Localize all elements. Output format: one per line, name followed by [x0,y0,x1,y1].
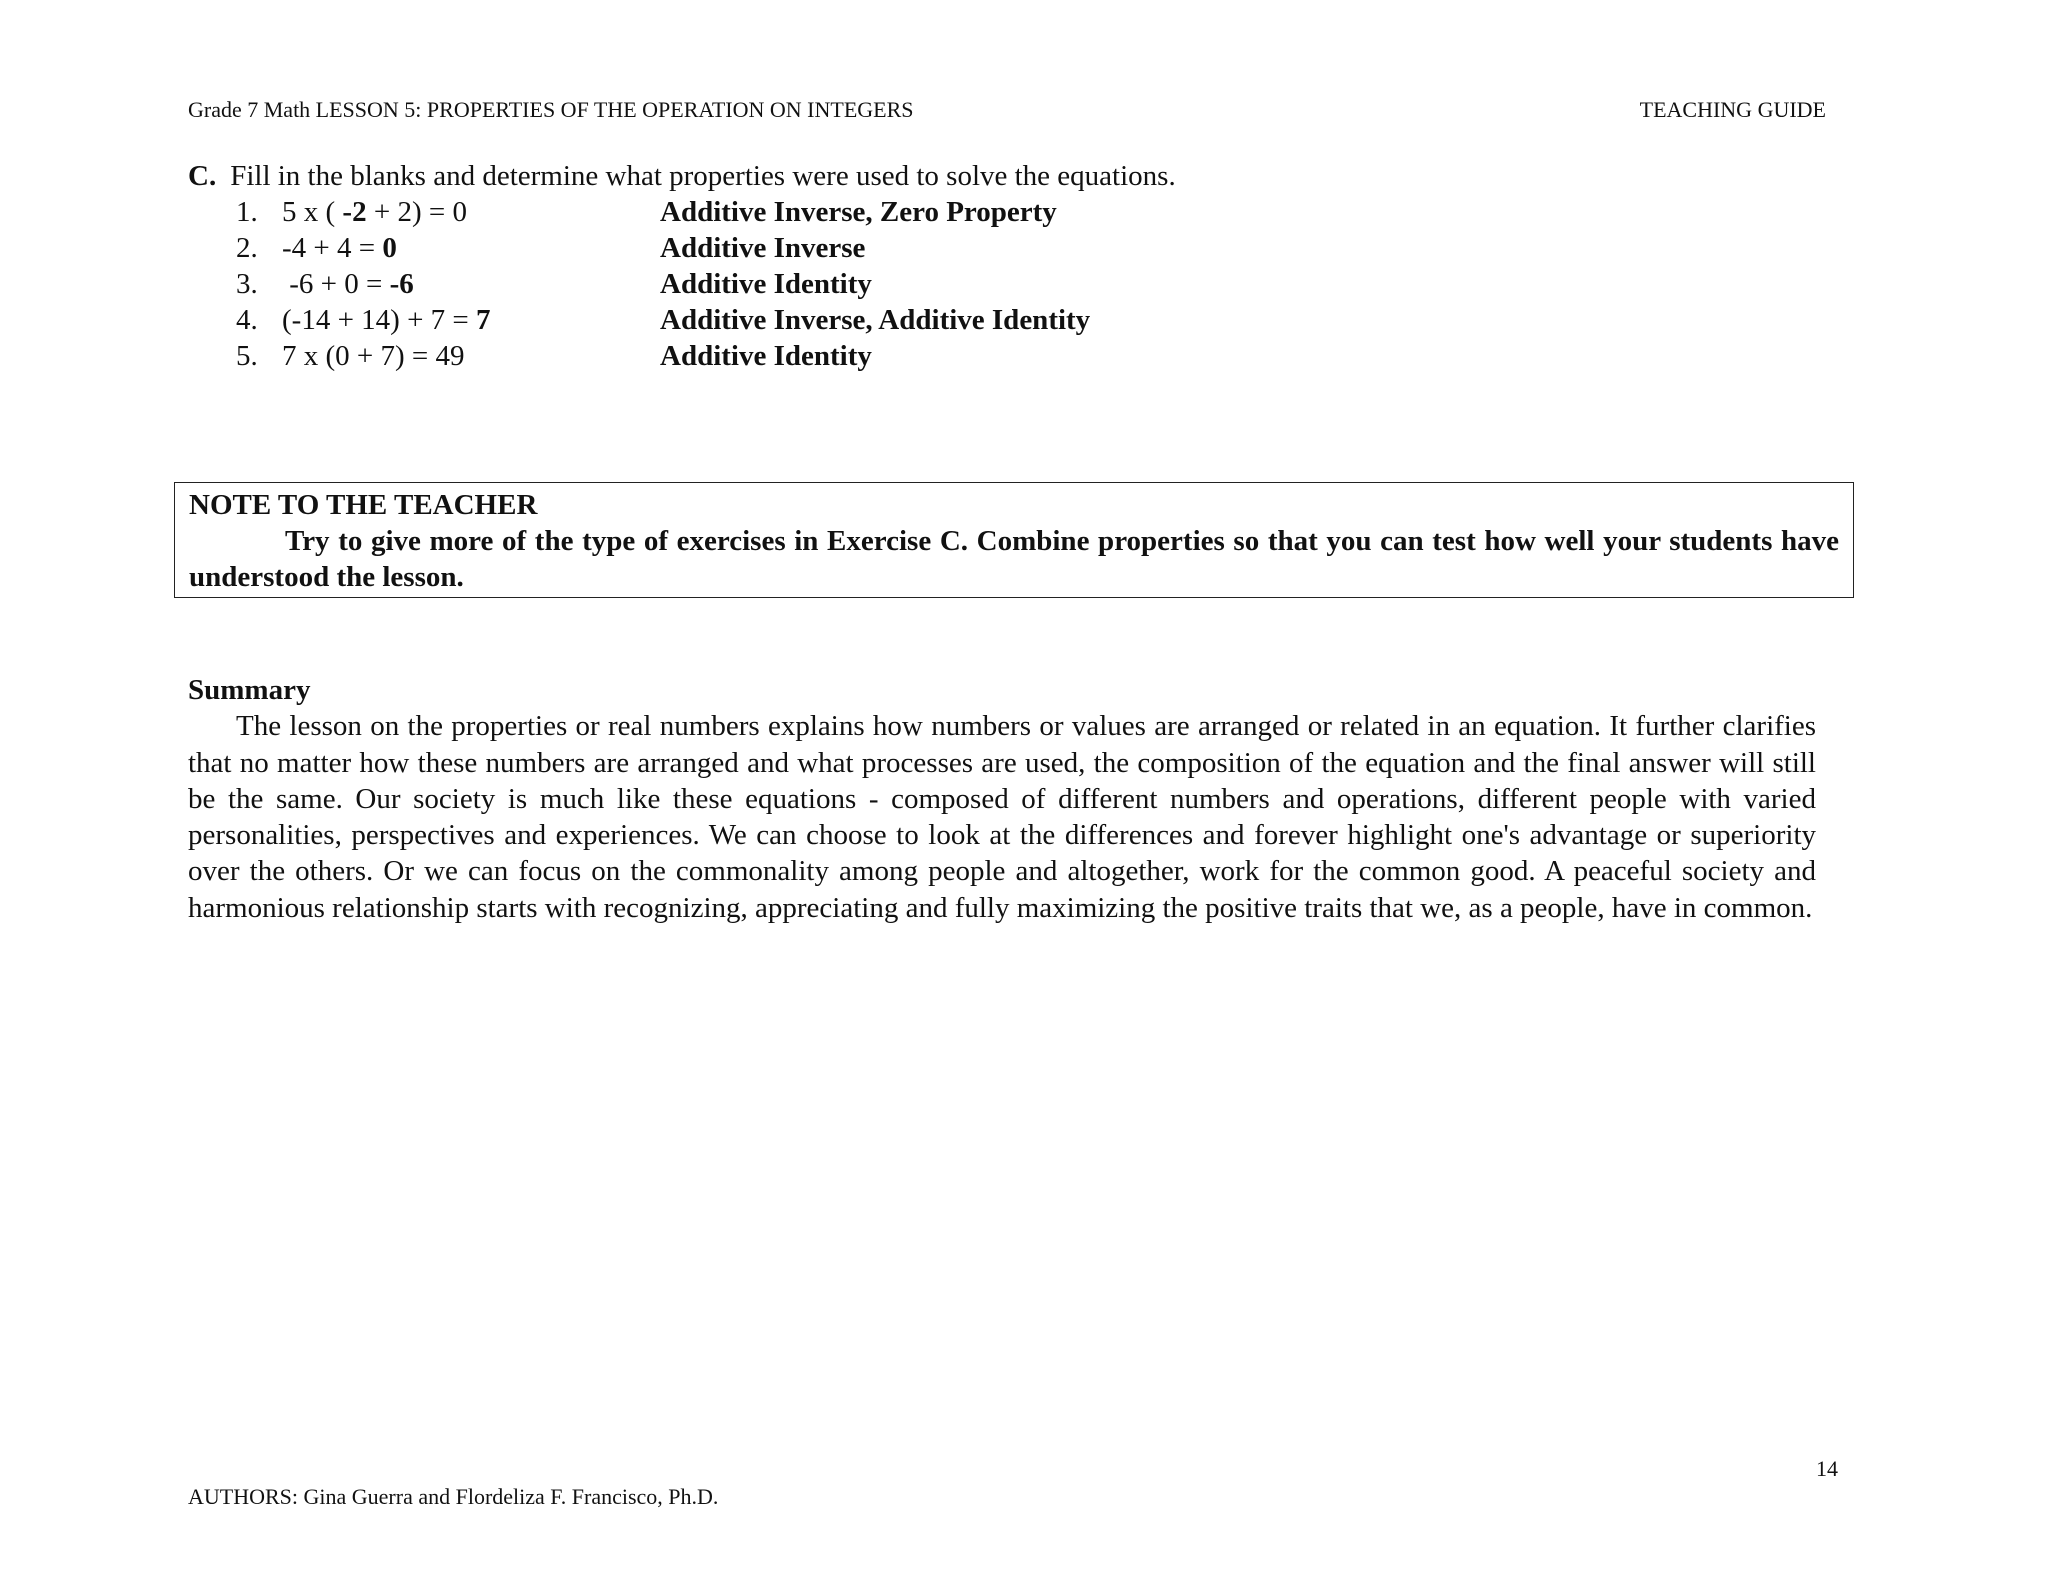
item-equation [282,302,491,338]
summary-body: The lesson on the properties or real numbers explains how numbers or values are arranged or related in an equation. It further clarifies that no matter how these numbers are arranged and what processes are used, the composition of the equation and the final answer will still be the same. Our society is much like these equations - composed of different numbers and operations, different people with varied personalities, perspectives and experiences. We can choose to look at the differences and forever highlight one's advantage or superiority over the others. Or we can focus on the commonality among people and altogether, work for the common good. A peaceful society and harmonious relationship starts with recognizing, appreciating and fully maximizing the positive traits that we, as a people, have in common. [188,710,1816,924]
page-number: 14 [1816,1456,1838,1481]
equation-answer: 7 [476,304,491,336]
item-equation [282,194,467,230]
exercise-item [188,230,1828,266]
equation-text: 7 x (0 + 7) = 49 [282,340,465,372]
exercise-c [188,158,1828,374]
equation-answer: 0 [382,232,397,264]
equation-text-end: + 2) = 0 [366,196,467,228]
exercise-instruction-text: Fill in the blanks and determine what properties were used to solve the equations. [230,160,1176,192]
exercise-item [188,194,1828,230]
equation-text: 5 x ( [282,196,343,228]
item-equation [282,230,397,266]
header-title: Grade 7 Math LESSON 5: PROPERTIES OF THE OPERATION ON INTEGERS [188,97,914,122]
teacher-note-box [174,482,1854,598]
exercise-item [188,266,1828,302]
exercise-letter: C. [188,160,217,192]
item-number: 2. [236,232,258,264]
item-property: Additive Inverse [660,232,866,264]
item-property: Additive Inverse, Zero Property [660,196,1057,228]
item-number: 3. [236,268,258,300]
exercise-items [188,194,1828,374]
item-number: 4. [236,304,258,336]
item-equation [282,338,465,374]
equation-text: (-14 + 14) + 7 = [282,304,477,336]
summary-section [188,672,1816,926]
item-property: Additive Identity [660,268,872,300]
teacher-note-body: Try to give more of the type of exercises in Exercise C. Combine properties so that you can test how well your students have understood the lesson. [189,525,1839,593]
summary-title: Summary [188,674,311,706]
equation-text: -4 + 4 = [282,232,383,264]
item-equation [282,266,414,302]
item-property: Additive Identity [660,340,872,372]
teacher-note-title: NOTE TO THE TEACHER [189,489,538,521]
equation-answer: -2 [342,196,367,228]
exercise-instruction [188,158,1828,194]
equation-answer: -6 [389,268,414,300]
equation-text: -6 + 0 = [282,268,390,300]
exercise-item [188,302,1828,338]
item-property: Additive Inverse, Additive Identity [660,304,1091,336]
item-number: 5. [236,340,258,372]
header-guide-label: TEACHING GUIDE [1639,97,1826,122]
exercise-item [188,338,1828,374]
item-number: 1. [236,196,258,228]
authors-footer: AUTHORS: Gina Guerra and Flordeliza F. Francisco, Ph.D. [188,1484,719,1509]
